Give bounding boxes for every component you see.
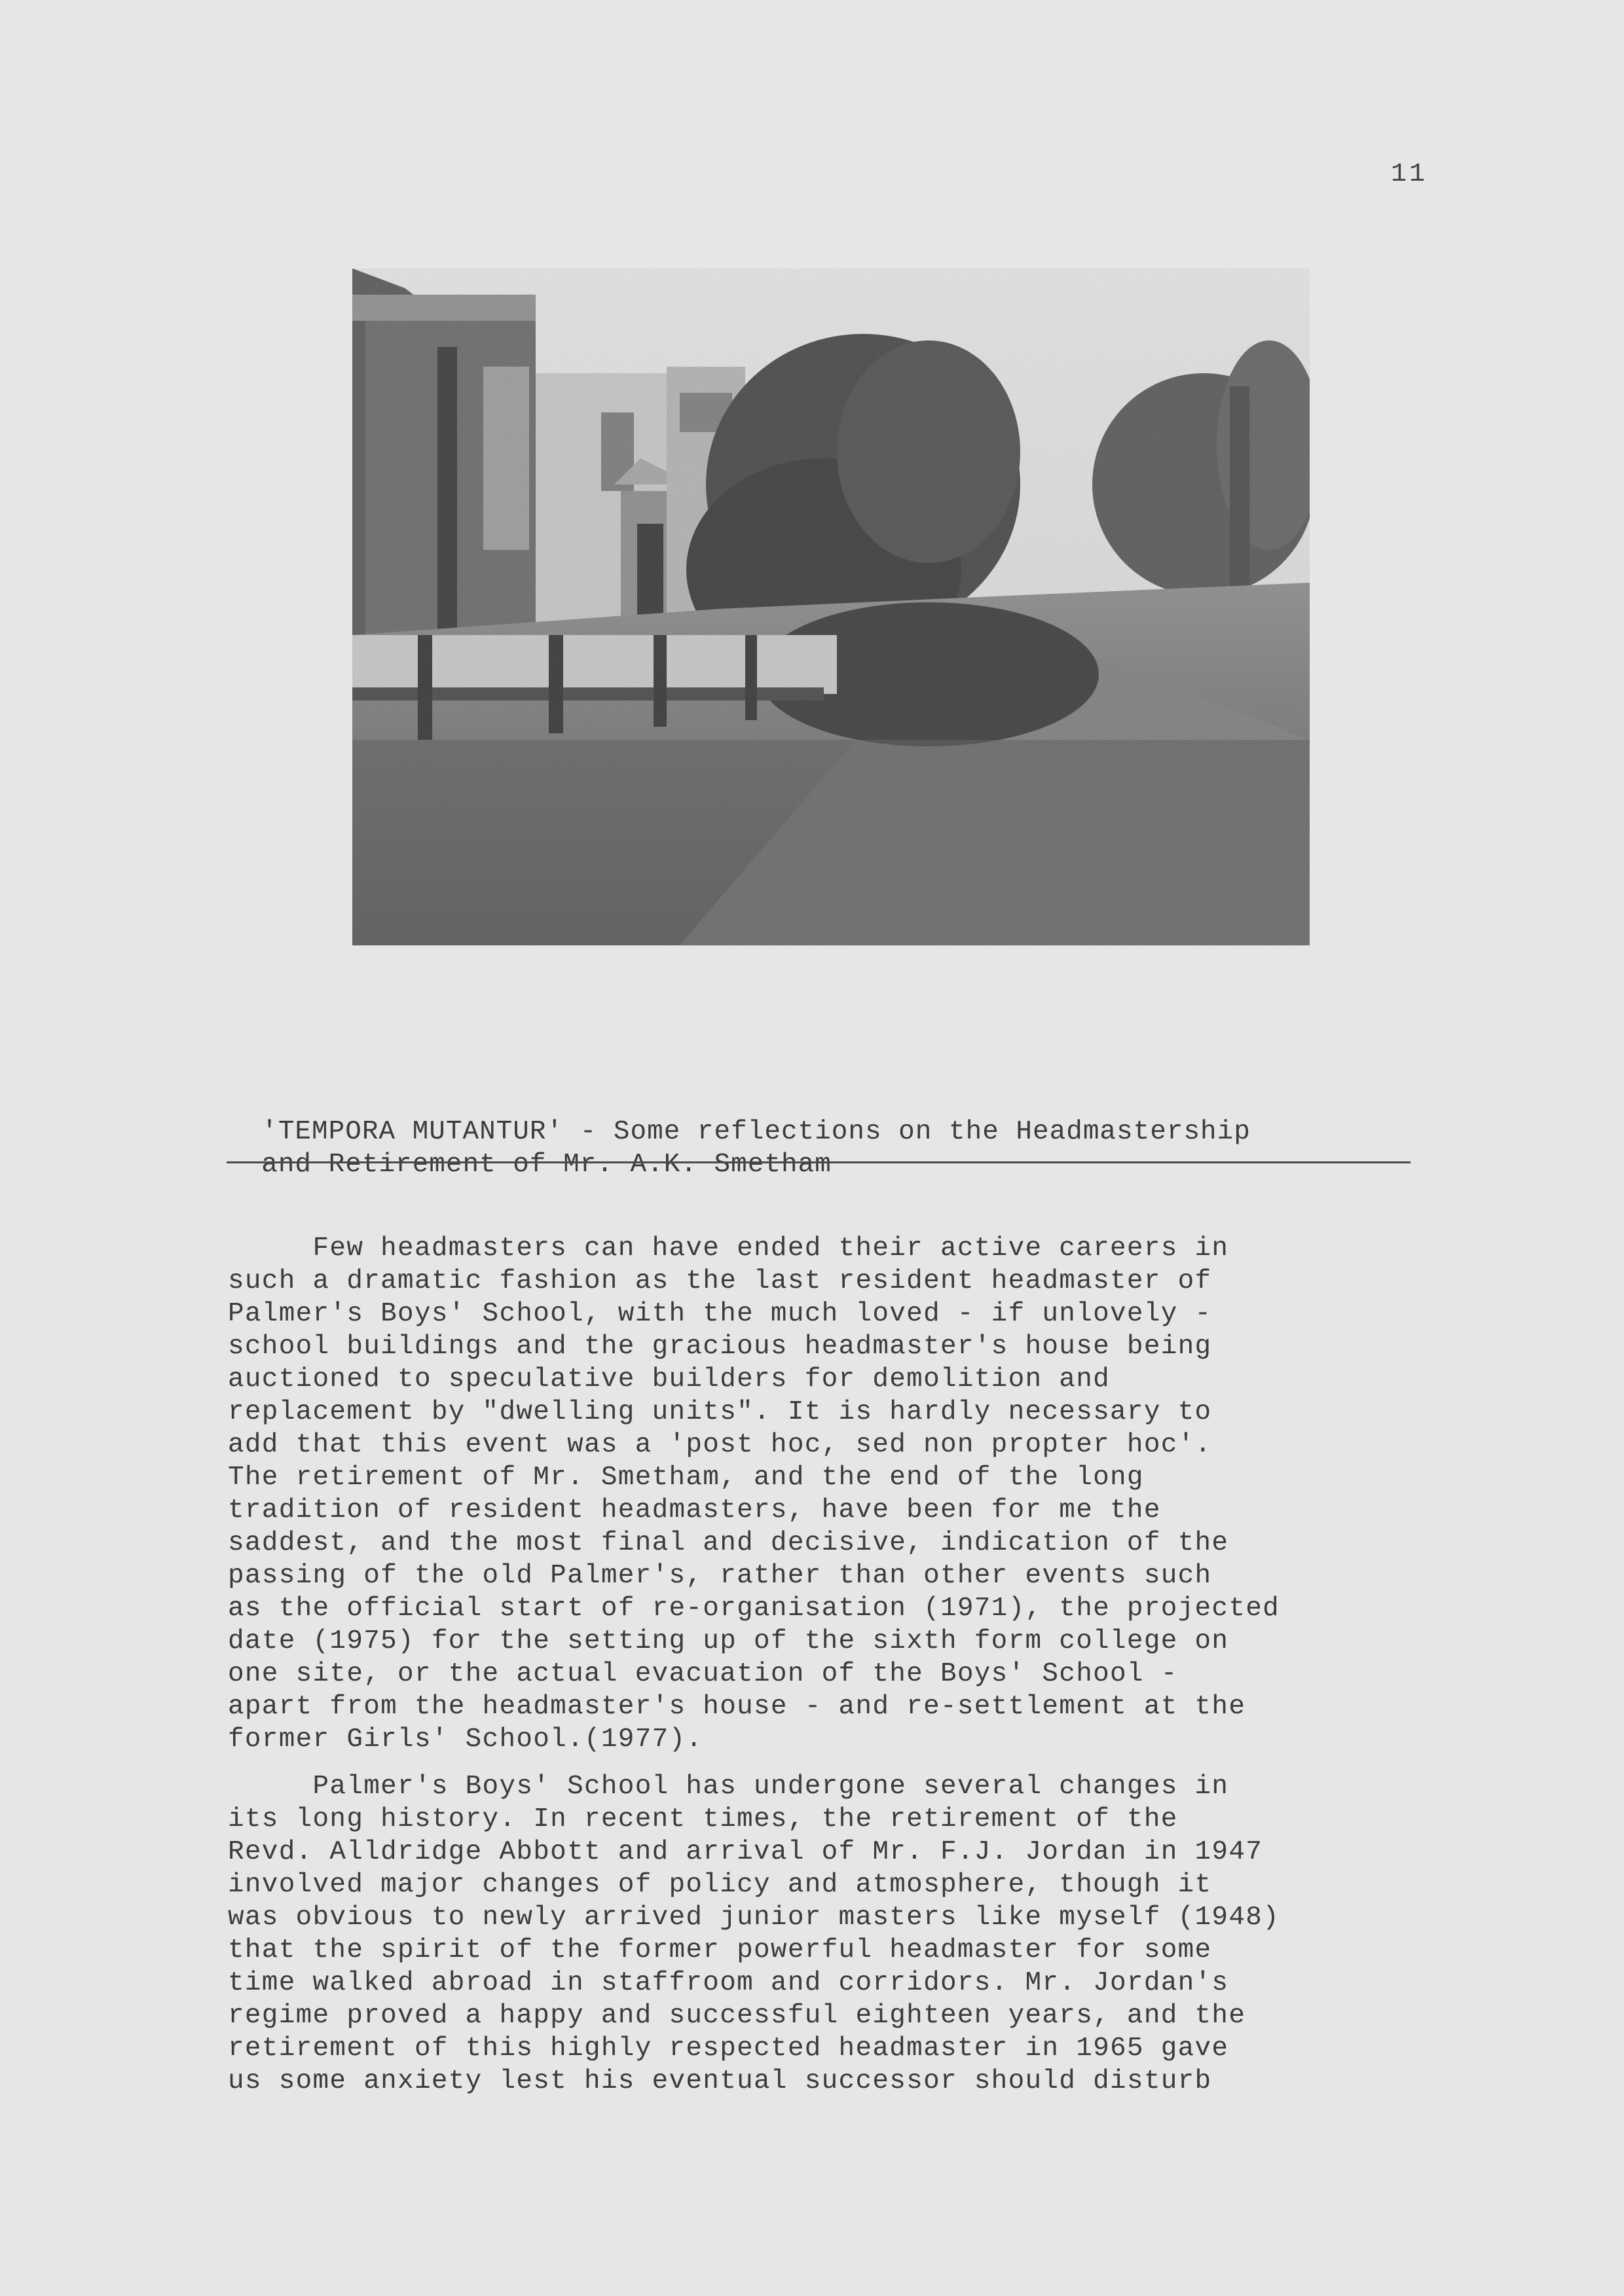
text-line: as the official start of re-organisation (1971), the projected: [228, 1594, 1280, 1624]
text-line: add that this event was a 'post hoc, sed non propter hoc'.: [228, 1430, 1212, 1460]
paragraph-2: [228, 1770, 1472, 2098]
text-line: that the spirit of the former powerful headmaster for some: [228, 1935, 1212, 1965]
text-line: apart from the headmaster's house - and re-settlement at the: [228, 1692, 1246, 1722]
text-line: replacement by "dwelling units". It is hardly necessary to: [228, 1397, 1212, 1427]
text-line: involved major changes of policy and atmosphere, though it: [228, 1870, 1212, 1900]
text-line: such a dramatic fashion as the last resident headmaster of: [228, 1266, 1212, 1296]
text-line: was obvious to newly arrived junior masters like myself (1948): [228, 1903, 1280, 1933]
text-line: date (1975) for the setting up of the sixth form college on: [228, 1626, 1229, 1656]
title-underline: [227, 1161, 1411, 1163]
text-line: retirement of this highly respected headmaster in 1965 gave: [228, 2033, 1229, 2064]
school-house-photo: [352, 268, 1310, 945]
text-line: Palmer's Boys' School, with the much loved - if unlovely -: [228, 1299, 1212, 1329]
text-line: auctioned to speculative builders for demolition and: [228, 1364, 1111, 1394]
text-line: saddest, and the most final and decisive, indication of the: [228, 1528, 1229, 1558]
text-line: one site, or the actual evacuation of the Boys' School -: [228, 1659, 1178, 1689]
text-line: Revd. Alldridge Abbott and arrival of Mr. F.J. Jordan in 1947: [228, 1837, 1263, 1867]
page-number: 11: [1391, 160, 1428, 189]
text-line: Few headmasters can have ended their active careers in: [228, 1233, 1229, 1264]
text-line: its long history. In recent times, the retirement of the: [228, 1804, 1178, 1834]
article-title: [228, 1083, 1426, 1181]
text-line: time walked abroad in staffroom and corridors. Mr. Jordan's: [228, 1968, 1229, 1998]
text-line: us some anxiety lest his eventual successor should disturb: [228, 2066, 1212, 2096]
text-line: regime proved a happy and successful eighteen years, and the: [228, 2001, 1246, 2031]
text-line: school buildings and the gracious headmaster's house being: [228, 1332, 1212, 1362]
text-line: passing of the old Palmer's, rather than other events such: [228, 1561, 1212, 1591]
article-body: [228, 1232, 1472, 2098]
text-line: Palmer's Boys' School has undergone several changes in: [228, 1772, 1229, 1802]
title-line: 'TEMPORA MUTANTUR' - Some reflections on the Headmastership: [261, 1117, 1251, 1147]
paragraph-1: [228, 1232, 1472, 1756]
house-photo-icon: [352, 268, 1310, 945]
text-line: former Girls' School.(1977).: [228, 1724, 703, 1755]
text-line: The retirement of Mr. Smetham, and the end of the long: [228, 1463, 1144, 1493]
title-line: and Retirement of Mr. A.K. Smetham: [261, 1150, 832, 1180]
text-line: tradition of resident headmasters, have been for me the: [228, 1495, 1161, 1525]
